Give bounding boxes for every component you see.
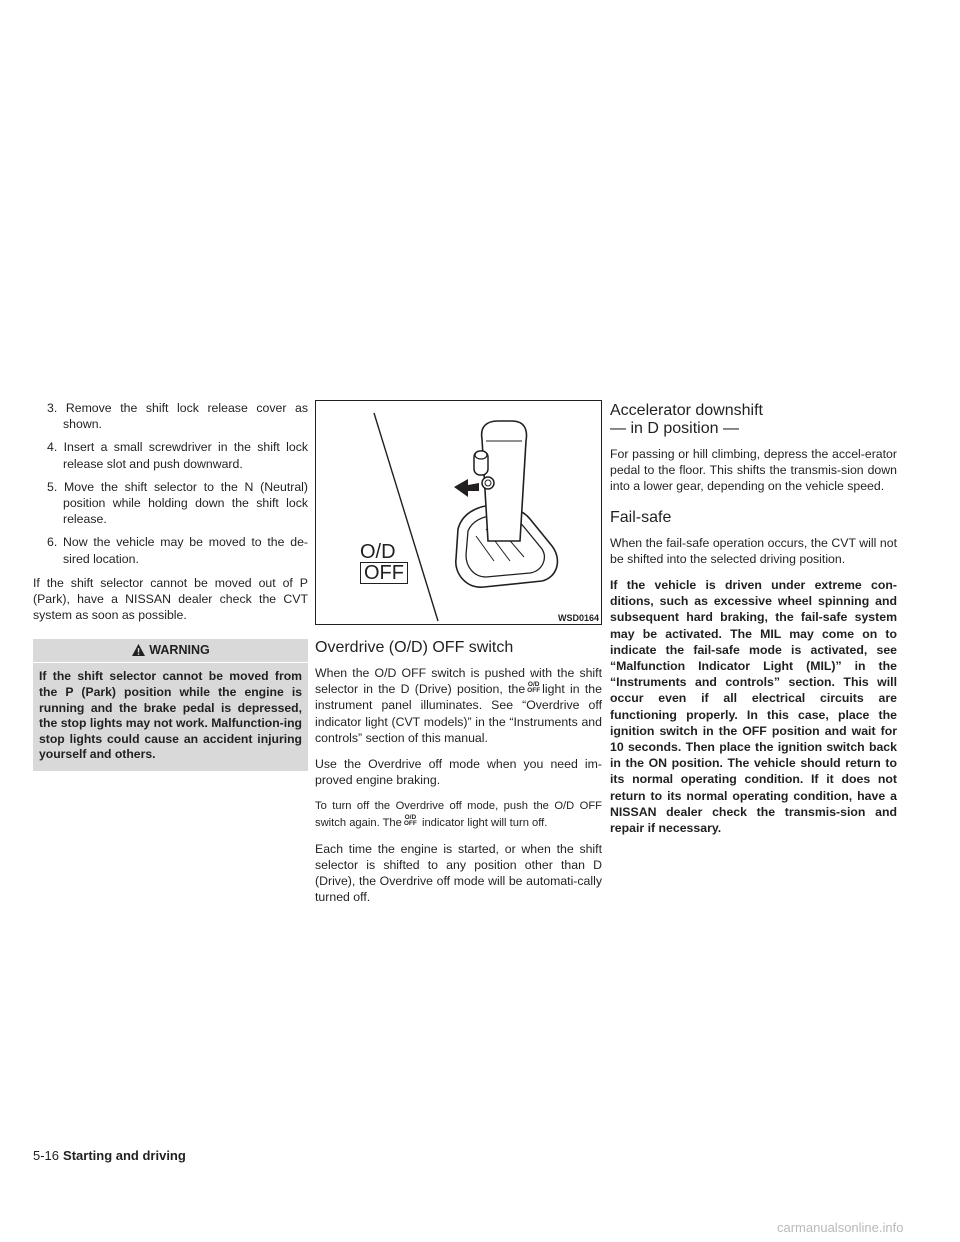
- fail-safe-paragraph-1: When the fail-safe operation occurs, the CVT will not be shifted into the selected driving position.: [610, 535, 897, 566]
- column-right: [610, 400, 897, 846]
- warning-triangle-icon: [131, 643, 146, 657]
- page-number: 5-16: [33, 1148, 60, 1163]
- overdrive-paragraph-2: Use the Overdrive off mode when you need im-proved engine braking.: [315, 757, 602, 788]
- accelerator-paragraph: For passing or hill climbing, depress the accel-erator pedal to the floor. This shifts the transmis-sion down into a lower gear, depending on the vehicle speed.: [610, 447, 897, 494]
- od-off-indicator-icon: O/D OFF: [403, 813, 417, 827]
- od-off-indicator-icon: O/D OFF: [527, 681, 541, 695]
- shift-selector-paragraph: If the shift selector cannot be moved out of P (Park), have a NISSAN dealer check the CVT system as soon as possible.: [33, 575, 308, 623]
- overdrive-paragraph-4: Each time the engine is started, or when the shift selector is shifted to any position other than D (Drive), the Overdrive off mode will be automati-cally turned off.: [315, 841, 602, 905]
- warning-box: [33, 639, 308, 771]
- section-heading-accelerator: Accelerator downshift — in D position —: [610, 402, 763, 437]
- figure-code: WSD0164: [557, 613, 599, 623]
- figure-od-label: O/D: [360, 541, 396, 563]
- page-footer: [33, 1148, 186, 1164]
- shift-lever-illustration: [316, 401, 602, 625]
- figure-off-label: OFF: [360, 562, 408, 584]
- procedure-steps: [33, 400, 308, 567]
- list-item: 4. Insert a small screwdriver in the shift lock release slot and push downward.: [47, 440, 308, 471]
- list-item: 6. Now the vehicle may be moved to the de-sired location.: [47, 535, 308, 566]
- section-name: Starting and driving: [63, 1148, 186, 1163]
- overdrive-paragraph-3: To turn off the Overdrive off mode, push the O/D OFF switch again. The O/D OFF indicator light will turn off.: [315, 800, 602, 829]
- section-heading-fail-safe: Fail-safe: [610, 508, 672, 526]
- shift-selector-figure: [315, 400, 602, 625]
- warning-header: [33, 639, 308, 663]
- list-item: 5. Move the shift selector to the N (Neutral) position while holding down the shift lock release.: [47, 479, 309, 527]
- warning-title: WARNING: [149, 643, 210, 658]
- section-heading-overdrive: Overdrive (O/D) OFF switch: [315, 639, 514, 656]
- column-middle: [315, 400, 602, 916]
- watermark: carmanualsonline.info: [777, 1220, 904, 1235]
- list-item: 3. Remove the shift lock release cover as shown.: [47, 401, 308, 432]
- fail-safe-paragraph-2: If the vehicle is driven under extreme con-ditions, such as excessive wheel spinning and subsequent hard braking, the fail-safe system may be activated. The MIL may come on to indicate the fail-safe mode is activated, see “Malfunction Indicator Light (MIL)” in the “Instruments and controls” section. This will occur even if all electrical circuits are functioning properly. In this case, place the ignition switch in the OFF position and wait for 10 seconds. Then place the ignition switch back in the ON position. The vehicle should return to its normal operating condition. If it does not return to its normal operating condition, have a NISSAN dealer check the transmis-sion and repair if necessary.: [610, 578, 897, 836]
- warning-text: If the shift selector cannot be moved from the P (Park) position while the engine is running and the brake pedal is depressed, the stop lights may not work. Malfunction-ing stop lights could cause an accident injuring yourself and others.: [39, 669, 302, 762]
- column-left: [33, 400, 308, 771]
- overdrive-paragraph-1: When the O/D OFF switch is pushed with the shift selector in the D (Drive) position, the O/D OFF light in the instrument panel illuminates. See “Overdrive off indicator light (CVT models)” in the “Instruments and controls” section of this manual.: [315, 666, 602, 745]
